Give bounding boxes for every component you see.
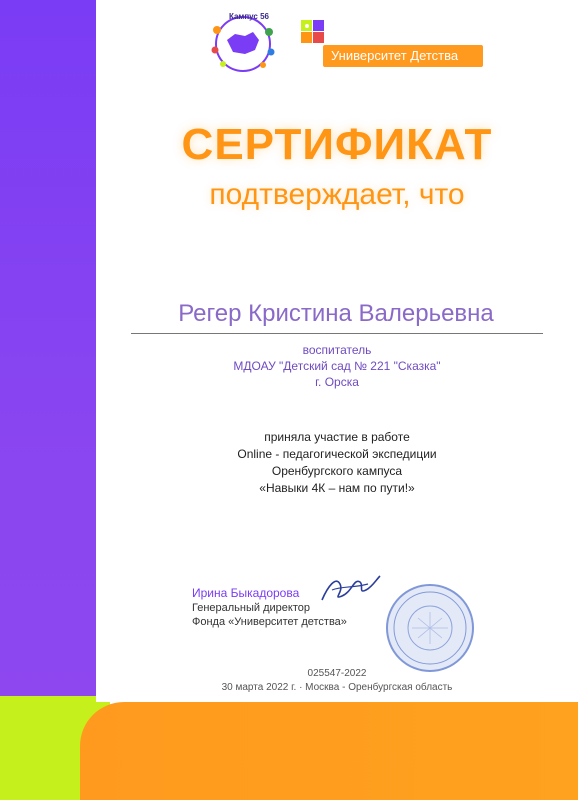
body-line: Online - педагогической экспедиции <box>237 447 437 461</box>
certificate-subtitle: подтверждает, что <box>209 178 465 211</box>
certificate-title: СЕРТИФИКАТ <box>181 120 493 169</box>
recipient-position: воспитатель <box>302 343 372 357</box>
body-line: приняла участие в работе <box>264 430 410 444</box>
certificate-number: 025547-2022 <box>307 668 367 679</box>
recipient-city: г. Орска <box>315 375 359 389</box>
purple-side-band <box>0 0 96 800</box>
ud-logo-label: Университет Детства <box>323 45 483 67</box>
signer-name: Ирина Быкадорова <box>192 586 300 600</box>
puzzle-icon <box>301 20 325 50</box>
kampus-56-logo <box>201 10 285 74</box>
name-underline <box>131 333 543 334</box>
recipient-name: Регер Кристина Валерьевна <box>178 300 494 327</box>
recipient-organization: МДОАУ "Детский сад № 221 "Сказка" <box>233 359 441 373</box>
signer-organization: Фонда «Университет детства» <box>192 616 347 628</box>
official-stamp <box>384 582 476 674</box>
certificate-date-place: 30 марта 2022 г. · Москва - Оренбургская область <box>221 682 453 693</box>
signer-title: Генеральный директор <box>192 602 310 614</box>
body-line: Оренбургского кампуса <box>271 464 403 478</box>
signature-scribble <box>318 566 382 610</box>
kampus-logo-label: Кампус 56 <box>229 12 269 21</box>
orange-bottom-band <box>80 702 578 800</box>
universitet-detstva-logo <box>299 17 487 69</box>
body-line: «Навыки 4К – нам по пути!» <box>259 481 415 495</box>
